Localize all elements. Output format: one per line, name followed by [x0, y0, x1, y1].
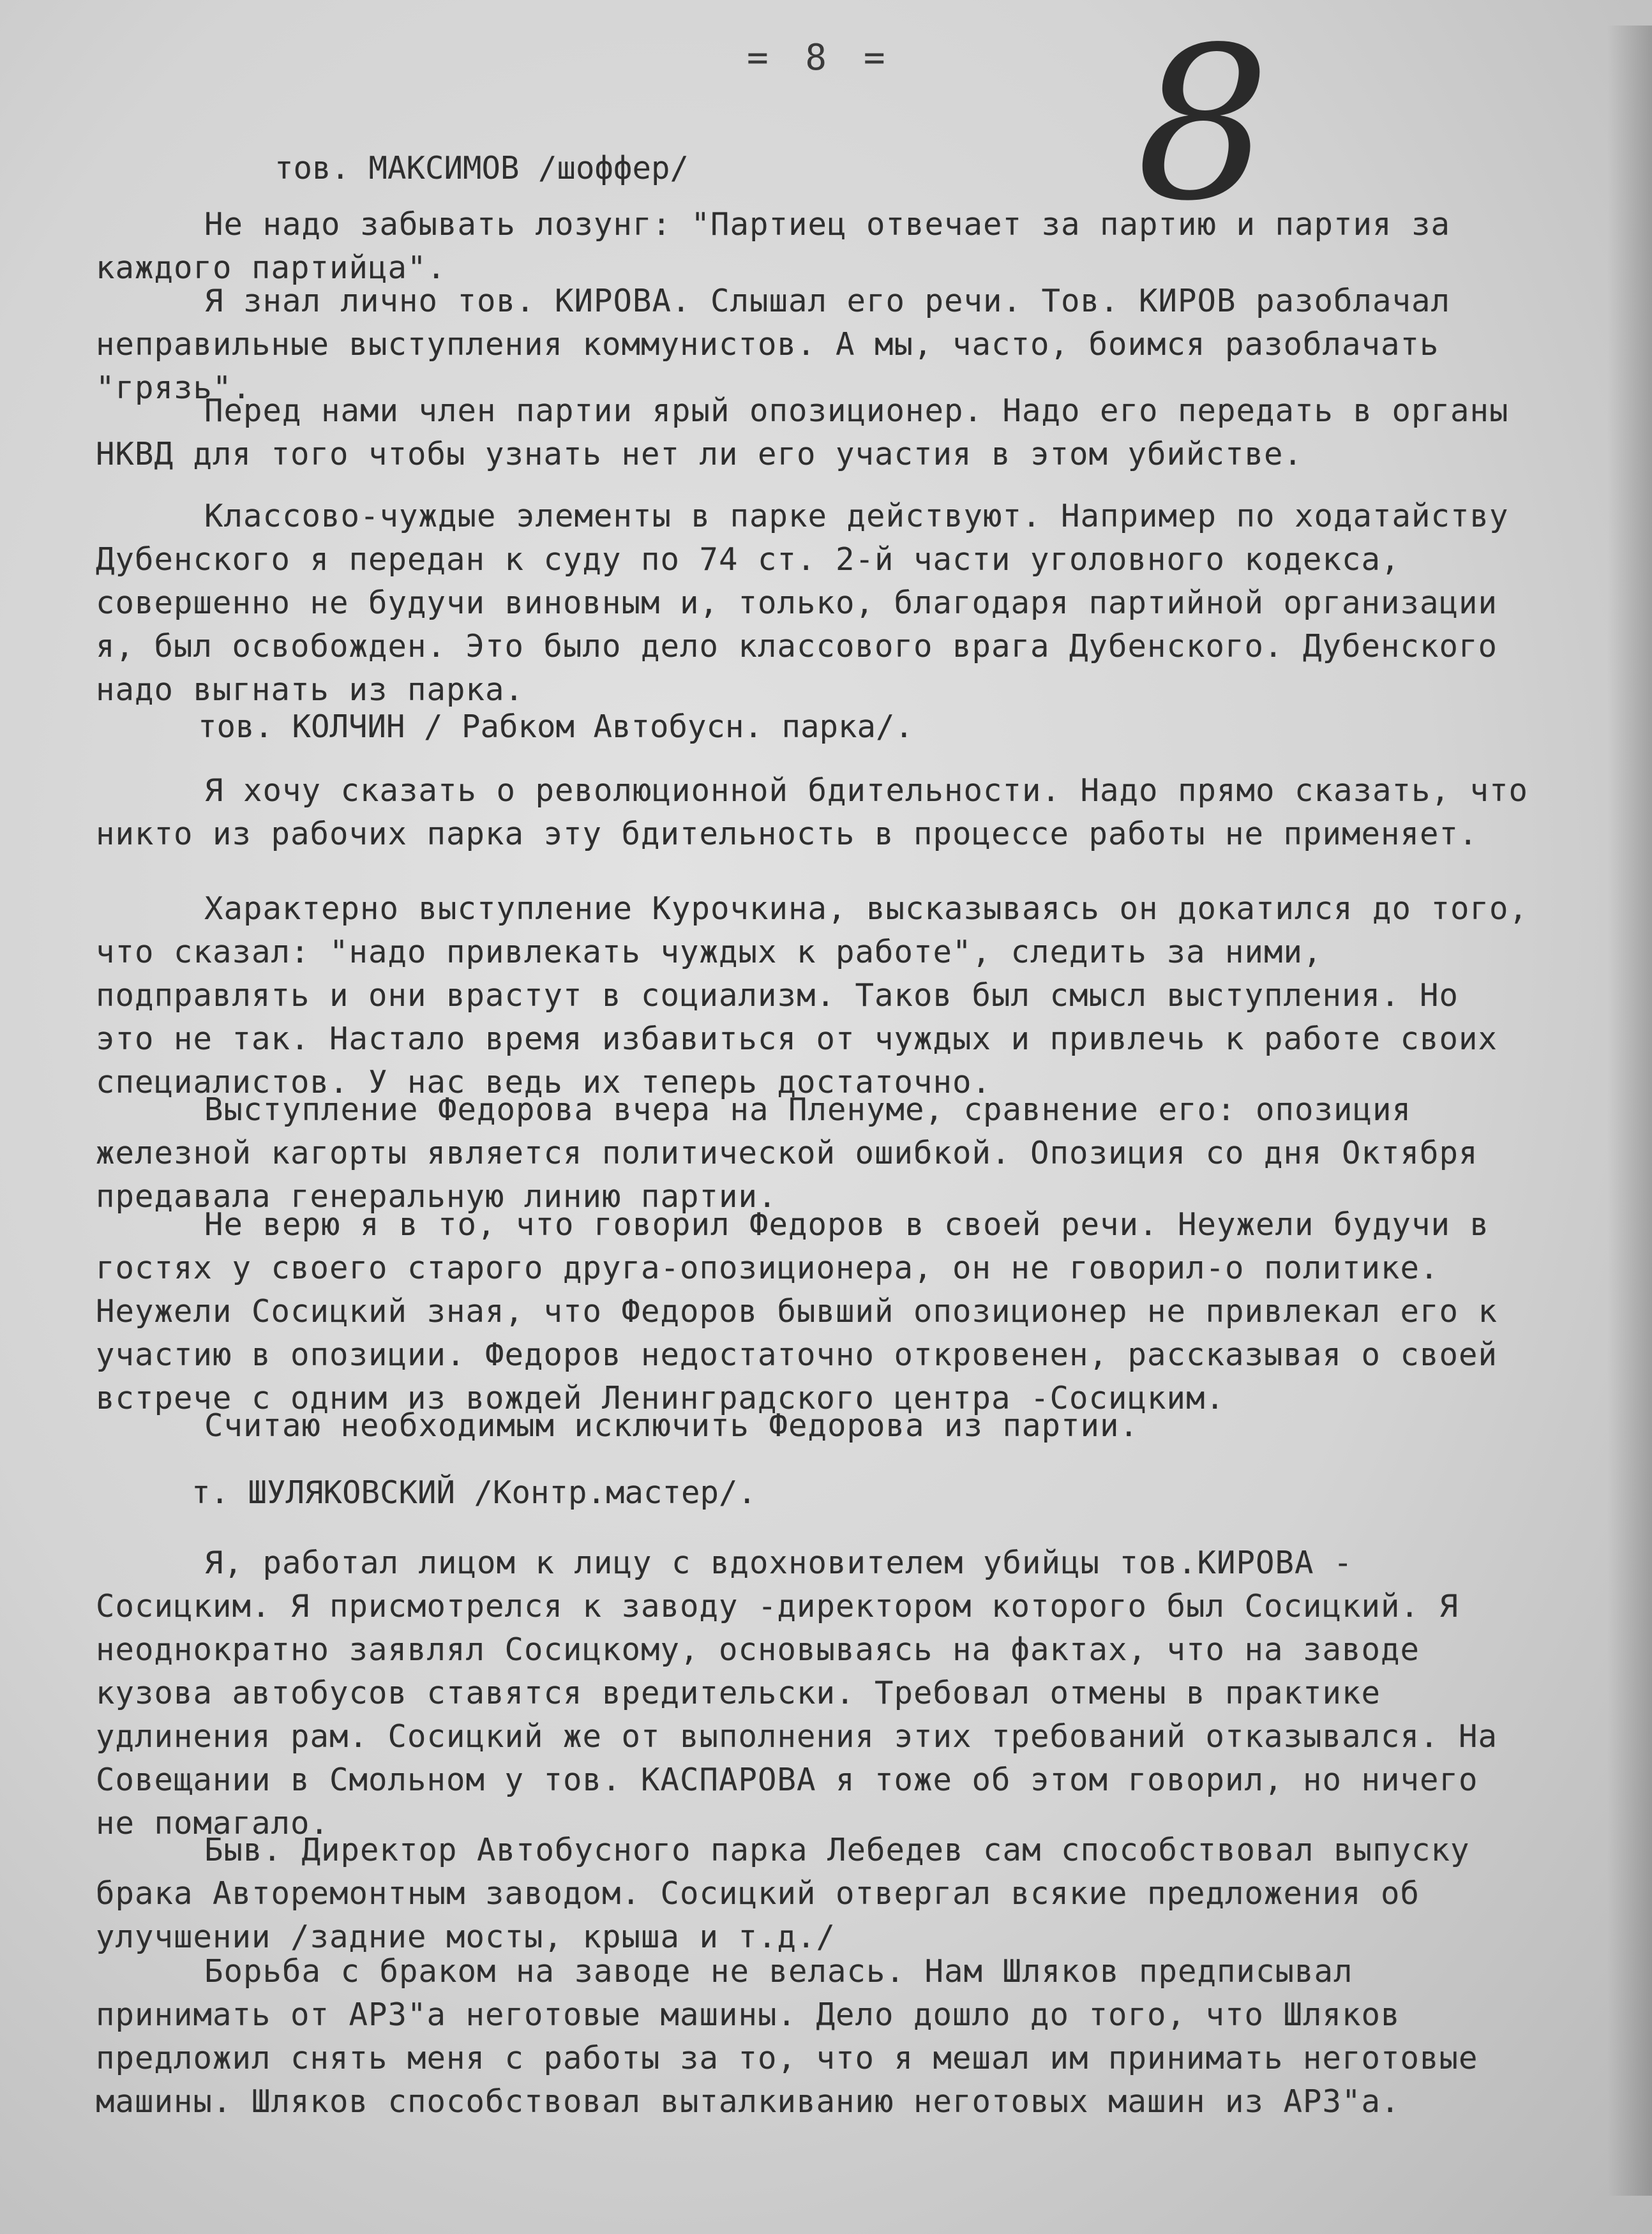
handwritten-page-number: 8: [1136, 2, 1270, 247]
speaker-heading: тов. МАКСИМОВ /шоффер/: [274, 150, 689, 186]
paragraph: Не верю я в то, что говорил Федоров в своей речи. Неужели будучи в гостях у своего старого друга-опозиционера, он не говорил-о политике. Неужели Сосицкий зная, что Федоров бывший опозиционер не привлекал его к участию в опозиции. Федоров недостаточно откровенен, рассказывая о своей встрече с одним из вождей Ленинградского центра -Сосицким.: [96, 1206, 1498, 1416]
speaker-heading: т. ШУЛЯКОВСКИЙ /Контр.мастер/.: [191, 1474, 757, 1511]
paragraph: Я, работал лицом к лицу с вдохновителем убийцы тов.КИРОВА - Сосицким. Я присмотрелся к заводу -директором которого был Сосицкий. Я неоднократно заявлял Сосицкому, основываясь на фактах, что на заводе кузова автобусов ставятся вредительски. Требовал отмены в практике удлинения рам. Сосицкий же от выполнения этих требований отказывался. На Совещании в Смольном у тов. КАСПАРОВА я тоже об этом говорил, но ничего не помагало.: [96, 1545, 1498, 1841]
paragraph: Выступление Федорова вчера на Пленуме, сравнение его: опозиция железной кагорты является политической ошибкой. Опозиция со дня Октября предавала генеральную линию партии.: [96, 1091, 1478, 1215]
paragraph: Классово-чуждые элементы в парке действуют. Например по ходатайству Дубенского я передан к суду по 74 ст. 2-й части уголовного кодекса, совершенно не будучи виновным и, только, благодаря партийной организации я, был освобожден. Это было дело классового врага Дубенского. Дубенского надо выгнать из парка.: [96, 498, 1509, 708]
paragraph: Перед нами член партии ярый опозиционер. Надо его передать в органы НКВД для того чтобы узнать нет ли его участия в этом убийстве.: [96, 393, 1509, 472]
paragraph: Быв. Директор Автобусного парка Лебедев сам способствовал выпуску брака Авторемонтным заводом. Сосицкий отвергал всякие предложения об улучшении /задние мосты, крыша и т.д./: [96, 1832, 1470, 1955]
page-number: = 8 =: [747, 37, 893, 79]
paragraph: Характерно выступление Курочкина, высказываясь он докатился до того, что сказал: "надо привлекать чуждых к работе", следить за ними, подправлять и они врастут в социализм. Таков был смысл выступления. Но это не так. Настало время избавиться от чуждых и привлечь к работе своих специалистов. У нас ведь их теперь достаточно.: [96, 890, 1529, 1100]
torn-edge: [1607, 26, 1652, 2196]
speaker-heading: тов. КОЛЧИН / Рабком Автобусн. парка/.: [198, 708, 914, 745]
paragraph: Считаю необходимым исключить Федорова из партии.: [204, 1407, 1139, 1444]
paragraph: Я знал лично тов. КИРОВА. Слышал его речи. Тов. КИРОВ разоблачал неправильные выступления коммунистов. А мы, часто, боимся разоблачать "грязь".: [96, 283, 1451, 406]
paragraph: Борьба с браком на заводе не велась. Нам Шляков предписывал принимать от АРЗ"а неготовые машины. Дело дошло до того, что Шляков предложил снять меня с работы за то, что я мешал им принимать неготовые машины. Шляков способствовал выталкиванию неготовых машин из АРЗ"а.: [96, 1953, 1478, 2120]
paragraph: Я хочу сказать о революционной бдительности. Надо прямо сказать, что никто из рабочих парка эту бдительность в процессе работы не применяет.: [96, 772, 1529, 852]
paragraph: Не надо забывать лозунг: "Партиец отвечает за партию и партия за каждого партийца".: [96, 206, 1451, 286]
